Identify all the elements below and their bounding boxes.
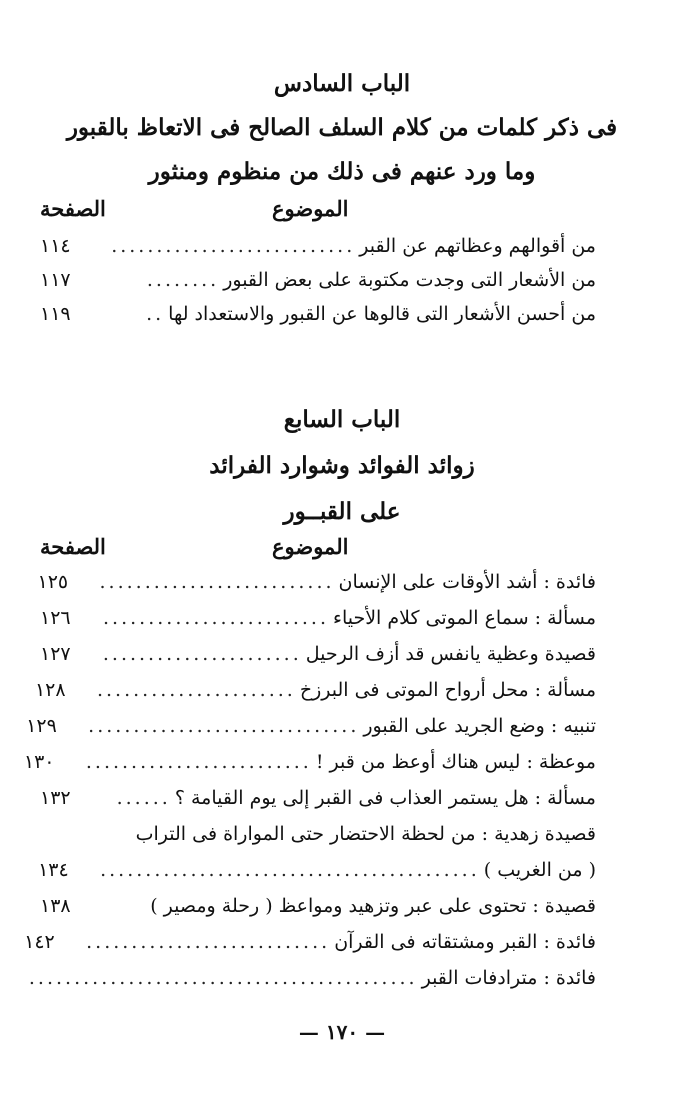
toc-entry <box>24 926 596 958</box>
toc-entry-title: تنبيه : وضع الجريد على القبور <box>363 715 596 737</box>
chapter6-heading: الباب السادس <box>273 70 411 97</box>
toc-leader: ........................................... <box>28 967 418 989</box>
toc-entry-title: من أقوالهم وعظاتهم عن القبر <box>359 235 596 257</box>
page-number: — ١٧٠ — <box>298 1020 386 1044</box>
toc-entry-page: ١٤٢ <box>24 931 55 953</box>
toc-entry-title: من أحسن الأشعار التى قالوها عن القبور والاستعداد لها <box>168 303 596 325</box>
toc-entry <box>40 298 596 330</box>
toc-entry-page: ١٣٤ <box>38 859 69 881</box>
toc-entry-page: ١٢٨ <box>34 679 66 701</box>
toc-entry-title: قصيدة : تحتوى على عبر وتزهيد ومواعظ ( رحلة ومصير ) <box>150 895 596 917</box>
toc-entry <box>37 566 596 598</box>
chapter6-page-label: الصفحة <box>40 196 106 221</box>
chapter7-topic-label: الموضوع <box>272 534 349 559</box>
chapter7-page-label: الصفحة <box>40 534 106 559</box>
toc-entry-title: فائدة : مترادفات القبر <box>421 967 596 989</box>
toc-entry-title: قصيدة زهدية : من لحظة الاحتضار حتى المواراة فى التراب <box>135 823 596 845</box>
chapter7-subtitle: زوائد الفوائد وشوارد الفرائد <box>209 452 475 479</box>
toc-entry-page: ١١٩ <box>40 303 71 325</box>
toc-entry-title: من الأشعار التى وجدت مكتوبة على بعض القبور <box>223 269 596 291</box>
toc-leader: ........ <box>146 269 220 291</box>
toc-leader: ......................... <box>103 607 330 629</box>
toc-entry-page: ١٣٨ <box>40 895 71 917</box>
toc-leader: ...................... <box>102 643 302 665</box>
toc-entry <box>28 962 596 994</box>
toc-leader: ......................... <box>85 751 312 773</box>
toc-entry-page: ١٢٦ <box>40 607 71 629</box>
toc-leader: .............................. <box>88 715 360 737</box>
toc-entry-title: مسألة : سماع الموتى كلام الأحياء <box>333 607 596 629</box>
toc-leader: .. <box>146 303 165 325</box>
chapter7-subtitle-2: على القبــور <box>283 498 401 525</box>
chapter6-subtitle-2: وما ورد عنهم فى ذلك من منظوم ومنثور <box>148 158 536 185</box>
toc-entry-title: قصيدة وعظية يانفس قد أزف الرحيل <box>305 643 596 665</box>
toc-leader: .......................... <box>99 571 335 593</box>
toc-entry <box>40 264 596 296</box>
toc-entry <box>40 602 596 634</box>
toc-entry-title: موعظة : ليس هناك أوعظ من قبر ! <box>315 751 596 773</box>
toc-entry <box>40 818 596 850</box>
toc-entry-page: ١٢٧ <box>40 643 71 665</box>
toc-entry-title: فائدة : أشد الأوقات على الإنسان <box>338 571 596 593</box>
toc-entry-title: مسألة : محل أرواح الموتى فى البرزخ <box>299 679 596 701</box>
toc-entry-page: ١١٤ <box>40 235 71 257</box>
toc-entry-title: مسألة : هل يستمر العذاب فى القبر إلى يوم القيامة ؟ <box>174 787 596 809</box>
toc-entry-page: ١٢٥ <box>37 571 69 593</box>
chapter6-subtitle: فى ذكر كلمات من كلام السلف الصالح فى الاتعاظ بالقبور <box>66 114 618 141</box>
toc-entry-title: ( من الغريب ) <box>483 859 596 881</box>
chapter6-topic-label: الموضوع <box>272 196 349 221</box>
toc-entry-page: ١٣٠ <box>23 751 55 773</box>
toc-entry-page: ١٣٢ <box>40 787 71 809</box>
toc-leader: .......................................... <box>100 859 480 881</box>
toc-entry <box>40 890 596 922</box>
toc-entry-page: ١٢٩ <box>26 715 57 737</box>
toc-entry-page: ١١٧ <box>40 269 71 291</box>
chapter7-heading: الباب السابع <box>283 406 401 433</box>
toc-entry-title: فائدة : القبر ومشتقاته فى القرآن <box>334 931 596 953</box>
toc-entry <box>40 854 596 886</box>
toc-leader: ........................... <box>86 931 331 953</box>
toc-entry <box>40 230 596 262</box>
toc-entry <box>34 674 596 706</box>
toc-leader: ...................... <box>96 679 296 701</box>
toc-leader: ...... <box>116 787 171 809</box>
toc-entry <box>23 746 596 778</box>
toc-leader: ........................... <box>111 235 356 257</box>
toc-entry <box>40 638 596 670</box>
toc-entry <box>26 710 596 742</box>
toc-entry <box>40 782 596 814</box>
toc-entry-page <box>0 967 25 989</box>
